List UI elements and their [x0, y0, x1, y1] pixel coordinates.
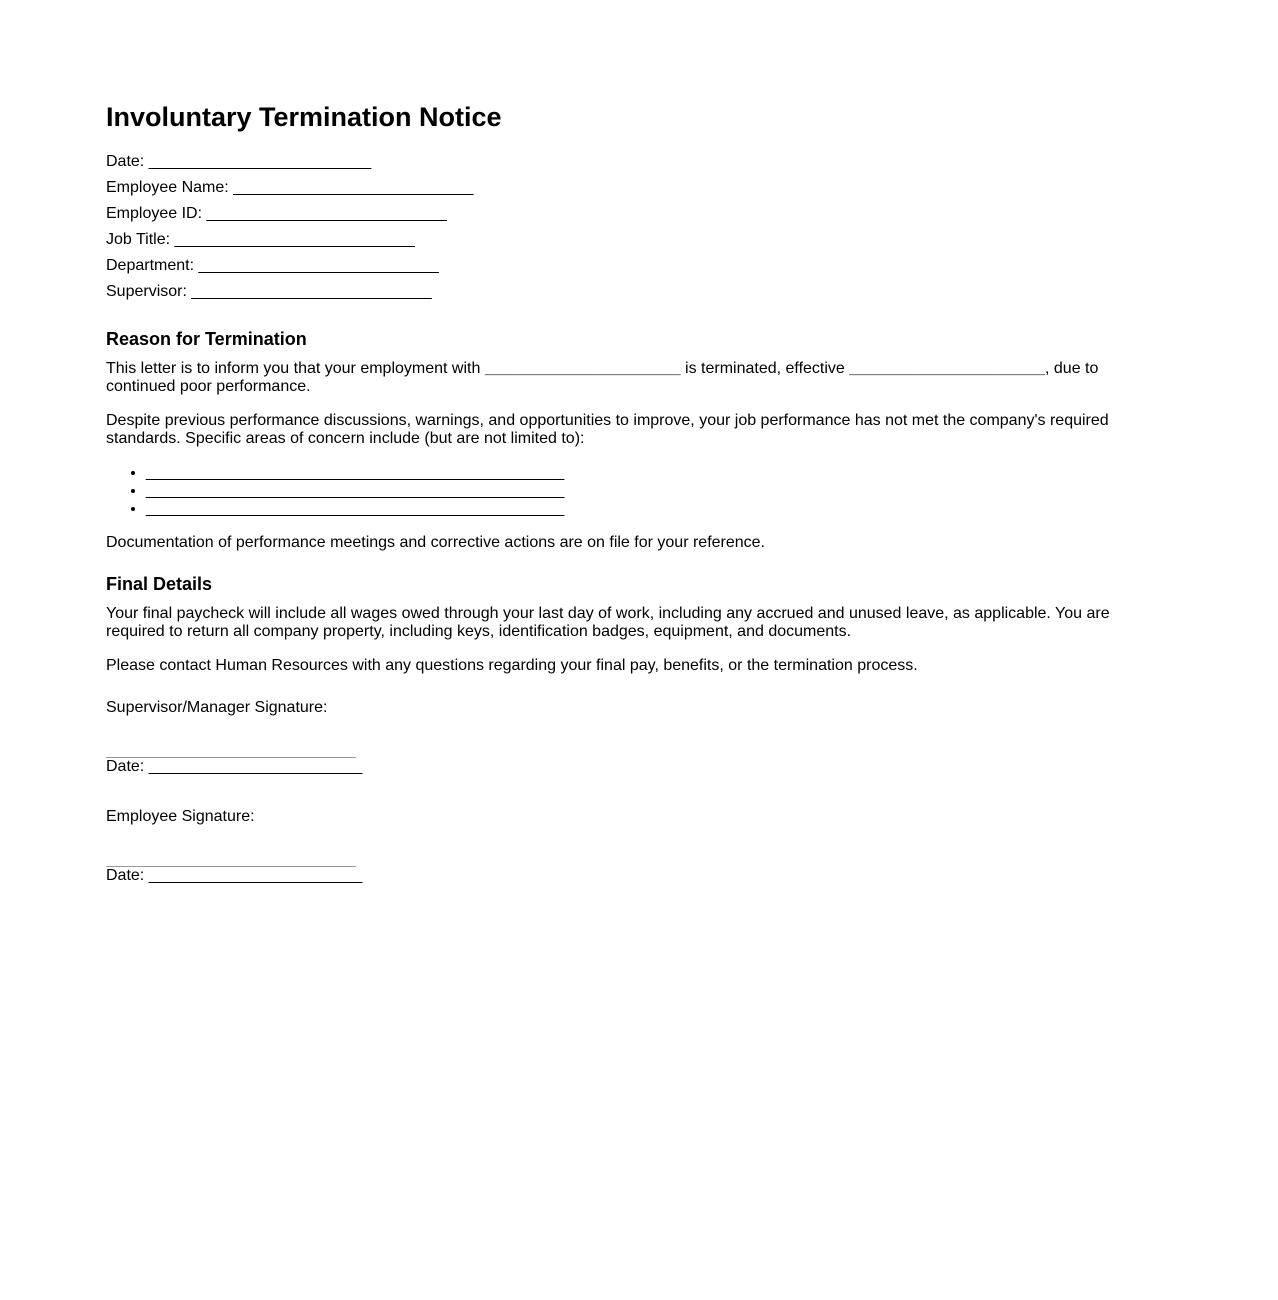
field-label: Department: [106, 257, 195, 274]
field-supervisor [106, 279, 1126, 305]
final-paragraph-2: Please contact Human Resources with any questions regarding your final pay, benefits, or the termination process. [106, 657, 918, 674]
field-employee-id [106, 201, 1126, 227]
field-label: Supervisor: [106, 283, 187, 300]
reason-heading: Reason for Termination [106, 329, 307, 349]
date-label: Date: [106, 867, 145, 884]
reason-paragraph-2: Despite previous performance discussions, warnings, and opportunities to improve, your job performance has not met the company's required standards. Specific areas of concern include (but are not limited to): [106, 412, 1109, 447]
reason-paragraph-1 [106, 360, 1126, 396]
field-label: Employee ID: [106, 205, 203, 222]
company-name-blank[interactable]: ______________________ [484, 360, 681, 377]
supervisor-signature-block [106, 699, 1126, 776]
reason-paragraph-3: Documentation of performance meetings and corrective actions are on file for your reference. [106, 534, 765, 551]
concern-item[interactable]: • _______________________________________________ [146, 482, 1126, 500]
field-blank[interactable]: ___________________________ [206, 205, 447, 222]
field-label: Employee Name: [106, 179, 229, 196]
concern-item[interactable]: • _______________________________________________ [146, 464, 1126, 482]
reason-text: , due to continued poor performance. [106, 360, 1099, 395]
concern-item[interactable]: • _______________________________________________ [146, 500, 1126, 518]
field-job-title [106, 227, 1126, 253]
field-label: Job Title: [106, 231, 171, 248]
field-department [106, 253, 1126, 279]
document-title: Involuntary Termination Notice [106, 102, 502, 132]
date-blank[interactable]: ________________________ [148, 758, 363, 775]
field-label: Date: [106, 153, 145, 170]
concerns-list [106, 464, 1126, 518]
reason-text: is terminated, effective [680, 360, 850, 377]
field-blank[interactable]: ___________________________ [191, 283, 432, 300]
final-details-heading: Final Details [106, 574, 213, 594]
date-blank[interactable]: ________________________ [148, 867, 363, 884]
date-label: Date: [106, 758, 145, 775]
final-paragraph-1: Your final paycheck will include all wages owed through your last day of work, including any accrued and unused leave, as applicable. You are required to return all company property, including keys, identification badges, equipment, and documents. [106, 605, 1110, 640]
employee-info-fields [106, 149, 1126, 305]
effective-date-blank[interactable]: ______________________ [849, 360, 1046, 377]
reason-section [106, 328, 1126, 552]
supervisor-signature-label: Supervisor/Manager Signature: [106, 699, 328, 716]
field-blank[interactable]: ___________________________ [233, 179, 474, 196]
employee-date-field [106, 867, 1126, 885]
field-date [106, 149, 1126, 175]
field-employee-name [106, 175, 1126, 201]
reason-text: This letter is to inform you that your employment with [106, 360, 485, 377]
supervisor-date-field [106, 758, 1126, 776]
field-blank[interactable]: ___________________________ [174, 231, 415, 248]
employee-signature-label: Employee Signature: [106, 808, 255, 825]
field-blank[interactable]: ___________________________ [198, 257, 439, 274]
field-blank[interactable]: _________________________ [148, 153, 372, 170]
employee-signature-block [106, 808, 1126, 885]
final-details-section [106, 573, 1126, 675]
